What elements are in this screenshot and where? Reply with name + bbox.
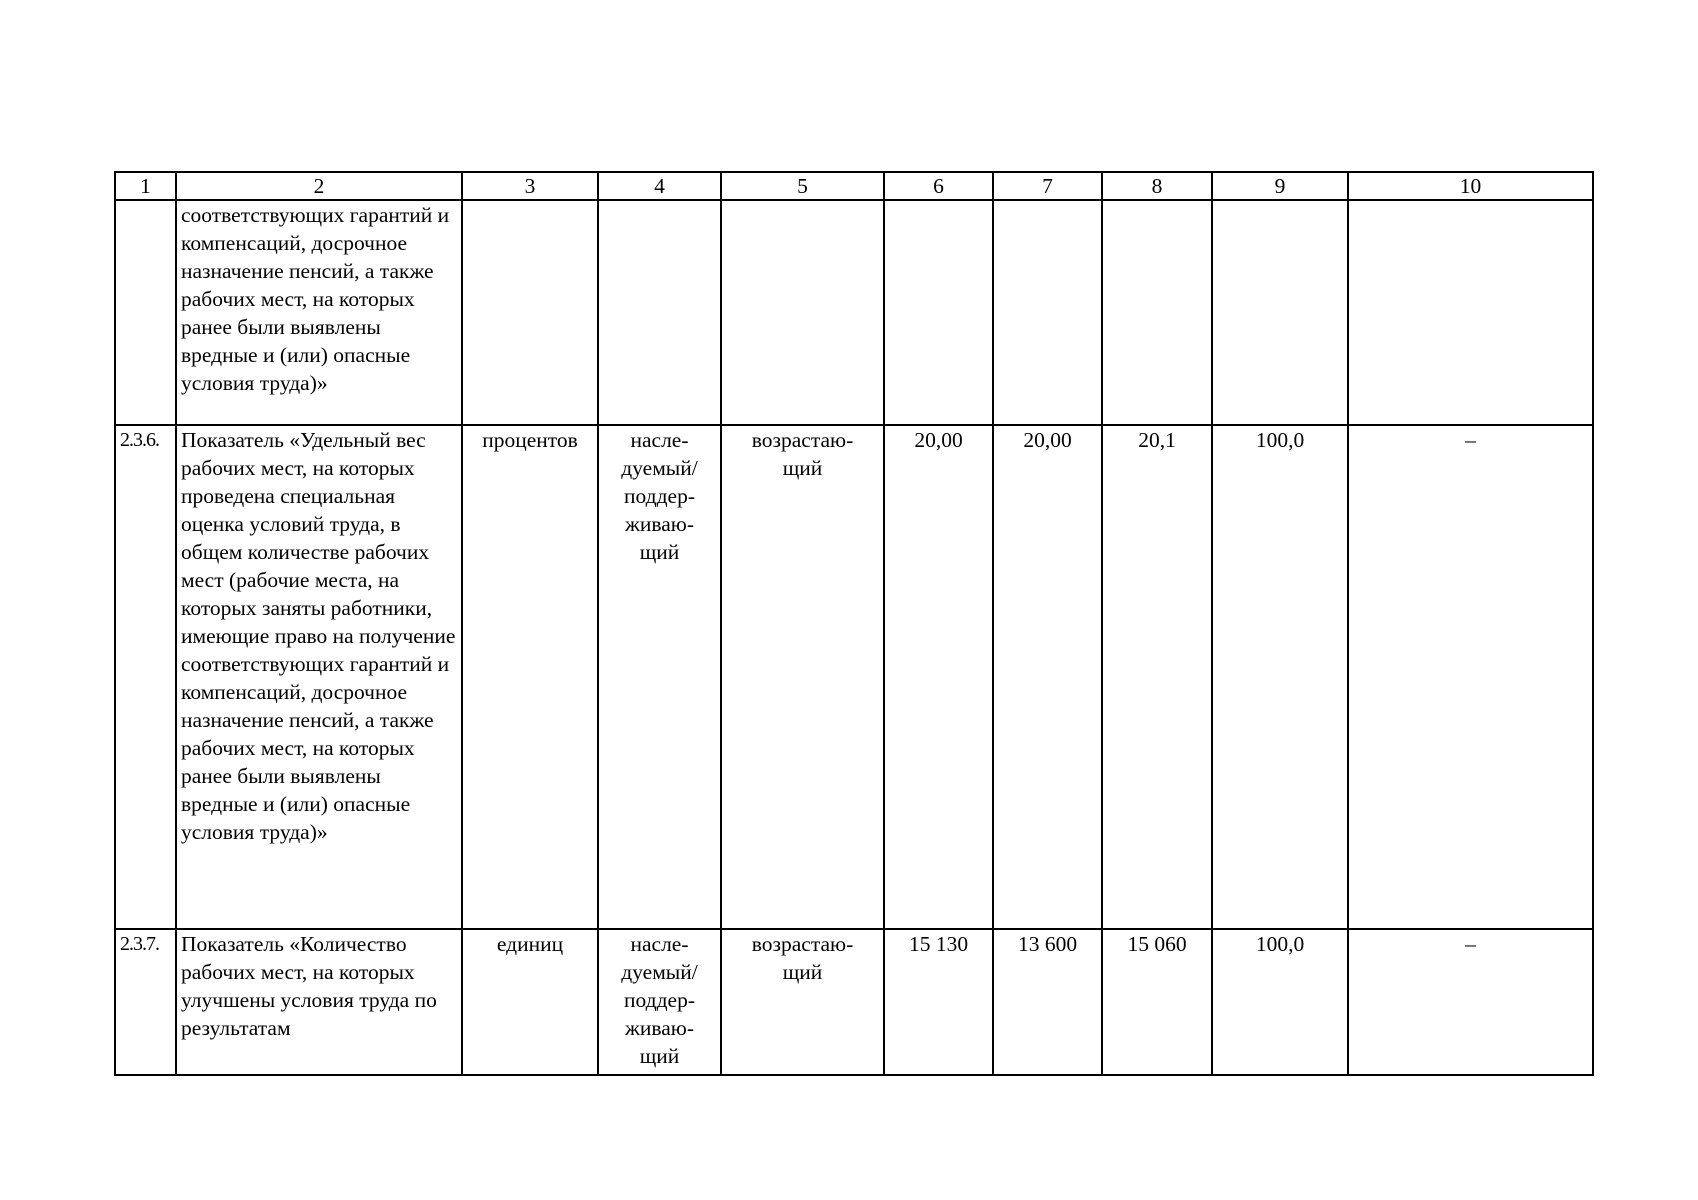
value-7-cell: 20,00 xyxy=(993,425,1102,929)
header-col-1: 1 xyxy=(115,172,176,200)
note-cell: – xyxy=(1348,425,1593,929)
header-col-7: 7 xyxy=(993,172,1102,200)
header-col-2: 2 xyxy=(176,172,462,200)
value-9-cell: 100,0 xyxy=(1212,425,1348,929)
value-6-cell xyxy=(884,200,993,425)
header-col-8: 8 xyxy=(1102,172,1212,200)
value-6-cell: 15 130 xyxy=(884,929,993,1075)
value-7-cell xyxy=(993,200,1102,425)
value-9-cell xyxy=(1212,200,1348,425)
header-col-5: 5 xyxy=(721,172,884,200)
table-row xyxy=(115,200,1593,425)
indicator-name: Показатель «Количество рабочих мест, на которых улучшены условия труда по результатам xyxy=(176,929,462,1075)
row-number xyxy=(115,200,176,425)
indicator-name: Показатель «Удельный вес рабочих мест, на которых проведена специальная оценка условий труда, в общем количестве рабочих мест (рабочие места, на которых заняты работники, имеющие право на получение соответствующих гарантий и компенсаций, досрочное назначение пенсий, а также рабочих мест, на которых ранее были выявлены вредные и (или) опасные условия труда)» xyxy=(176,425,462,929)
header-col-6: 6 xyxy=(884,172,993,200)
direction-cell xyxy=(721,200,884,425)
unit-cell: процентов xyxy=(462,425,598,929)
unit-cell xyxy=(462,200,598,425)
note-cell: – xyxy=(1348,929,1593,1075)
value-8-cell: 20,1 xyxy=(1102,425,1212,929)
value-9-cell: 100,0 xyxy=(1212,929,1348,1075)
direction-cell: возрастаю- щий xyxy=(721,929,884,1075)
direction-cell: возрастаю- щий xyxy=(721,425,884,929)
row-number: 2.3.7. xyxy=(115,929,176,1075)
header-col-3: 3 xyxy=(462,172,598,200)
value-8-cell xyxy=(1102,200,1212,425)
table-row xyxy=(115,929,1593,1075)
type-cell: насле- дуемый/ поддер- живаю- щий xyxy=(598,929,721,1075)
header-col-4: 4 xyxy=(598,172,721,200)
type-cell: насле- дуемый/ поддер- живаю- щий xyxy=(598,425,721,929)
value-8-cell: 15 060 xyxy=(1102,929,1212,1075)
type-cell xyxy=(598,200,721,425)
unit-cell: единиц xyxy=(462,929,598,1075)
indicator-name: соответствующих гарантий и компенсаций, досрочное назначение пенсий, а также рабочих мест, на которых ранее были выявлены вредные и (или) опасные условия труда)» xyxy=(176,200,462,425)
table-row xyxy=(115,425,1593,929)
value-6-cell: 20,00 xyxy=(884,425,993,929)
header-row xyxy=(115,172,1593,200)
note-cell xyxy=(1348,200,1593,425)
indicator-table xyxy=(114,171,1594,1076)
value-7-cell: 13 600 xyxy=(993,929,1102,1075)
header-col-9: 9 xyxy=(1212,172,1348,200)
row-number: 2.3.6. xyxy=(115,425,176,929)
header-col-10: 10 xyxy=(1348,172,1593,200)
